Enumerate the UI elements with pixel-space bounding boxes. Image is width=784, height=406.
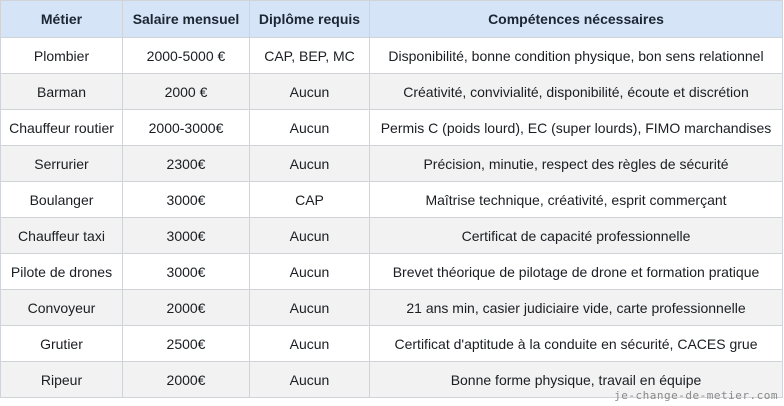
table-row bbox=[1, 38, 783, 74]
cell-competences: Créativité, convivialité, disponibilité, écoute et discrétion bbox=[370, 74, 783, 110]
cell-diplome: Aucun bbox=[250, 290, 370, 326]
cell-metier: Ripeur bbox=[1, 362, 123, 398]
cell-competences: Disponibilité, bonne condition physique, bon sens relationnel bbox=[370, 38, 783, 74]
cell-competences: Certificat de capacité professionnelle bbox=[370, 218, 783, 254]
cell-competences: Brevet théorique de pilotage de drone et formation pratique bbox=[370, 254, 783, 290]
table-row bbox=[1, 254, 783, 290]
cell-diplome: Aucun bbox=[250, 254, 370, 290]
cell-metier: Pilote de drones bbox=[1, 254, 123, 290]
cell-competences: Maîtrise technique, créativité, esprit commerçant bbox=[370, 182, 783, 218]
header-competences: Compétences nécessaires bbox=[370, 1, 783, 38]
table-row bbox=[1, 74, 783, 110]
cell-salaire: 2300€ bbox=[123, 146, 250, 182]
cell-competences: Certificat d'aptitude à la conduite en sécurité, CACES grue bbox=[370, 326, 783, 362]
header-salaire: Salaire mensuel bbox=[123, 1, 250, 38]
watermark-text: je-change-de-metier.com bbox=[614, 389, 778, 402]
table-row bbox=[1, 110, 783, 146]
cell-diplome: Aucun bbox=[250, 146, 370, 182]
cell-metier: Chauffeur routier bbox=[1, 110, 123, 146]
cell-salaire: 2000-5000 € bbox=[123, 38, 250, 74]
table-row bbox=[1, 182, 783, 218]
cell-diplome: Aucun bbox=[250, 110, 370, 146]
cell-salaire: 2000€ bbox=[123, 290, 250, 326]
cell-diplome: CAP bbox=[250, 182, 370, 218]
cell-metier: Grutier bbox=[1, 326, 123, 362]
cell-diplome: Aucun bbox=[250, 362, 370, 398]
cell-competences: Bonne forme physique, travail en équipe bbox=[370, 362, 783, 398]
cell-metier: Serrurier bbox=[1, 146, 123, 182]
cell-competences: Précision, minutie, respect des règles de sécurité bbox=[370, 146, 783, 182]
cell-salaire: 3000€ bbox=[123, 254, 250, 290]
cell-salaire: 2000€ bbox=[123, 362, 250, 398]
cell-diplome: CAP, BEP, MC bbox=[250, 38, 370, 74]
cell-metier: Barman bbox=[1, 74, 123, 110]
cell-competences: 21 ans min, casier judiciaire vide, carte professionnelle bbox=[370, 290, 783, 326]
cell-metier: Chauffeur taxi bbox=[1, 218, 123, 254]
cell-metier: Plombier bbox=[1, 38, 123, 74]
cell-diplome: Aucun bbox=[250, 326, 370, 362]
header-metier: Métier bbox=[1, 1, 123, 38]
table-row bbox=[1, 326, 783, 362]
cell-salaire: 3000€ bbox=[123, 218, 250, 254]
cell-salaire: 2000-3000€ bbox=[123, 110, 250, 146]
table-row bbox=[1, 146, 783, 182]
table-header bbox=[1, 1, 783, 38]
cell-salaire: 2500€ bbox=[123, 326, 250, 362]
table-row bbox=[1, 290, 783, 326]
cell-diplome: Aucun bbox=[250, 218, 370, 254]
table-body bbox=[1, 38, 783, 398]
cell-metier: Convoyeur bbox=[1, 290, 123, 326]
cell-competences: Permis C (poids lourd), EC (super lourds), FIMO marchandises bbox=[370, 110, 783, 146]
header-row bbox=[1, 1, 783, 38]
header-diplome: Diplôme requis bbox=[250, 1, 370, 38]
cell-salaire: 3000€ bbox=[123, 182, 250, 218]
cell-salaire: 2000 € bbox=[123, 74, 250, 110]
table-row bbox=[1, 218, 783, 254]
cell-diplome: Aucun bbox=[250, 74, 370, 110]
cell-metier: Boulanger bbox=[1, 182, 123, 218]
